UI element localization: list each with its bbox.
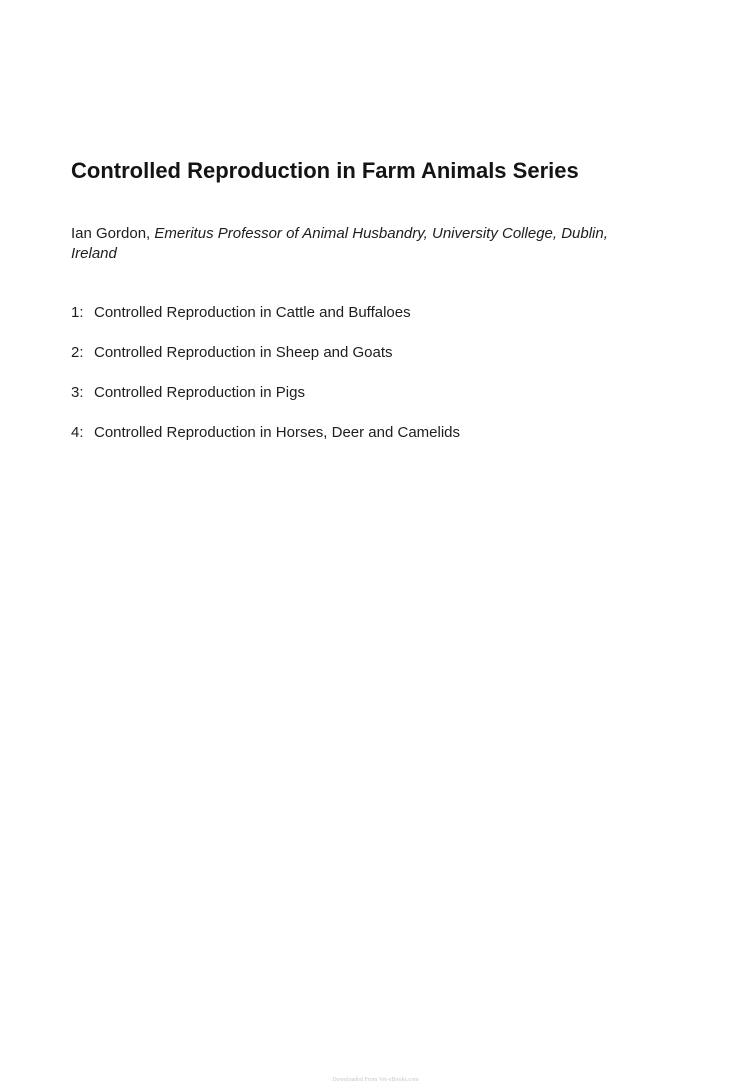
footer-watermark: Downloaded From Vet-eBooks.com <box>332 1077 419 1083</box>
volume-number: 2: <box>71 344 84 361</box>
volume-item <box>71 383 460 423</box>
volume-title: Controlled Reproduction in Horses, Deer and Camelids <box>94 424 461 441</box>
volume-number: 3: <box>71 384 84 401</box>
volume-number: 1: <box>71 304 84 321</box>
series-title: Controlled Reproduction in Farm Animals Series <box>71 158 579 183</box>
volume-item <box>71 343 460 383</box>
volume-title: Controlled Reproduction in Sheep and Goats <box>94 344 393 361</box>
volume-item <box>71 423 460 463</box>
volume-title: Controlled Reproduction in Pigs <box>94 384 305 401</box>
volume-list <box>71 303 460 463</box>
author-block <box>71 224 611 264</box>
volume-item <box>71 303 460 343</box>
author-affiliation: Emeritus Professor of Animal Husbandry, University College, Dublin, Ireland <box>71 225 608 262</box>
author-name: Ian Gordon, <box>71 225 151 242</box>
volume-title: Controlled Reproduction in Cattle and Buffaloes <box>94 304 411 321</box>
volume-number: 4: <box>71 424 84 441</box>
